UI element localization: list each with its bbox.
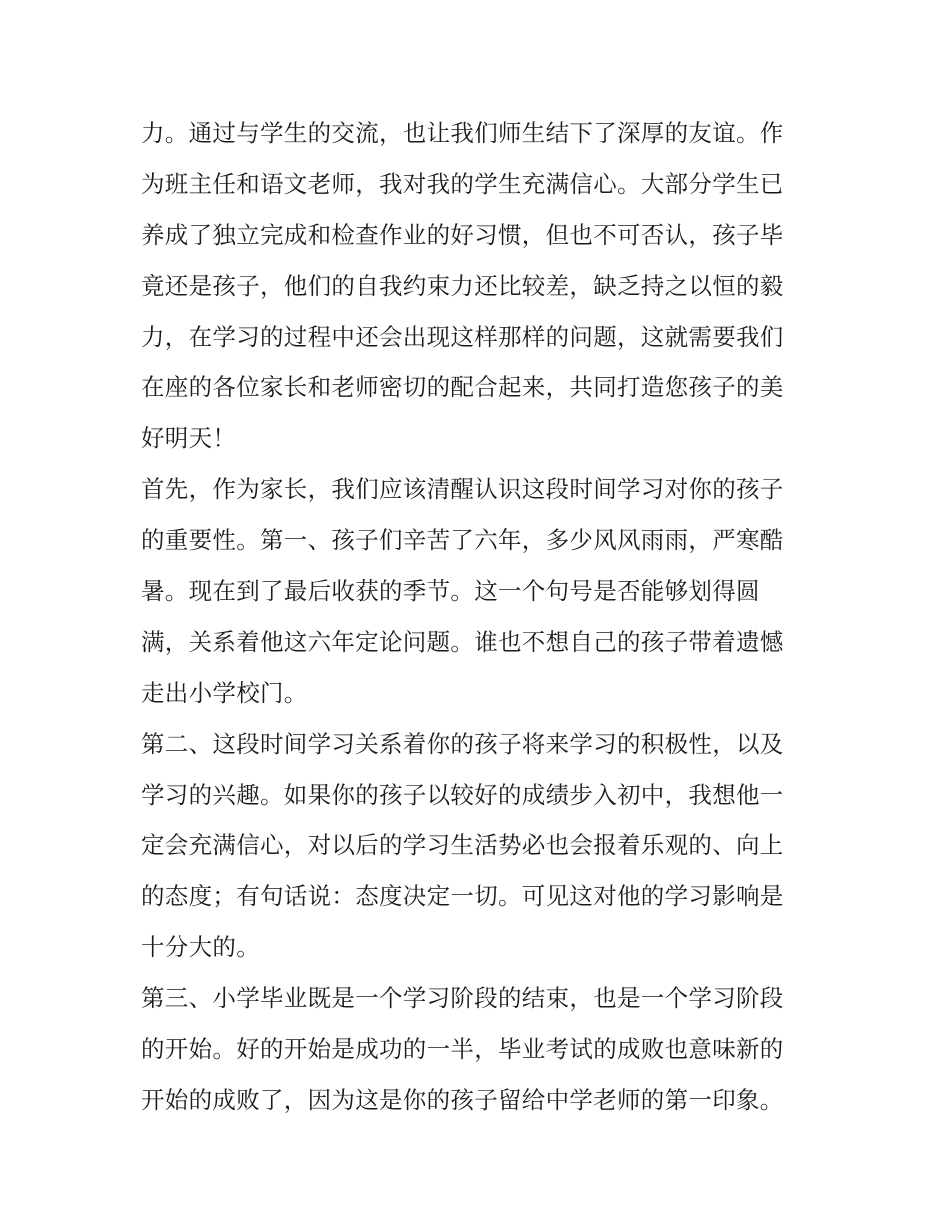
text-line: 开始的成败了，因为这是你的孩子留给中学老师的第一印象。 — [141, 1085, 784, 1114]
text-line: 的重要性。第一、孩子们辛苦了六年，多少风风雨雨，严寒酷 — [141, 526, 784, 555]
text-line: 十分大的。 — [141, 933, 260, 962]
text-line: 竟还是孩子，他们的自我约束力还比较差，缺乏持之以恒的毅 — [141, 271, 784, 300]
text-line: 的态度；有句话说：态度决定一切。可见这对他的学习影响是 — [141, 882, 784, 911]
text-line: 力。通过与学生的交流，也让我们师生结下了深厚的友谊。作 — [141, 119, 784, 147]
text-line: 满，关系着他这六年定论问题。谁也不想自己的孩子带着遗憾 — [141, 627, 784, 656]
text-line: 好明天！ — [141, 424, 237, 453]
text-line: 为班主任和语文老师，我对我的学生充满信心。大部分学生已 — [141, 169, 784, 198]
text-line: 定会充满信心，对以后的学习生活势必也会报着乐观的、向上 — [141, 831, 784, 860]
document-body — [141, 108, 821, 1126]
text-line: 的开始。好的开始是成功的一半，毕业考试的成败也意味新的 — [141, 1035, 784, 1064]
text-line: 第二、这段时间学习关系着你的孩子将来学习的积极性，以及 — [141, 729, 784, 758]
text-line: 第三、小学毕业既是一个学习阶段的结束，也是一个学习阶段 — [141, 984, 784, 1013]
text-line: 暑。现在到了最后收获的季节。这一个句号是否能够划得圆 — [141, 577, 760, 606]
text-line: 学习的兴趣。如果你的孩子以较好的成绩步入初中，我想他一 — [141, 780, 784, 809]
text-line: 养成了独立完成和检查作业的好习惯，但也不可否认，孩子毕 — [141, 220, 784, 249]
text-line: 走出小学校门。 — [141, 678, 308, 707]
text-line: 力，在学习的过程中还会出现这样那样的问题，这就需要我们 — [141, 322, 784, 351]
text-line: 首先，作为家长，我们应该清醒认识这段时间学习对你的孩子 — [141, 475, 784, 504]
text-line: 在座的各位家长和老师密切的配合起来，共同打造您孩子的美 — [141, 373, 784, 402]
